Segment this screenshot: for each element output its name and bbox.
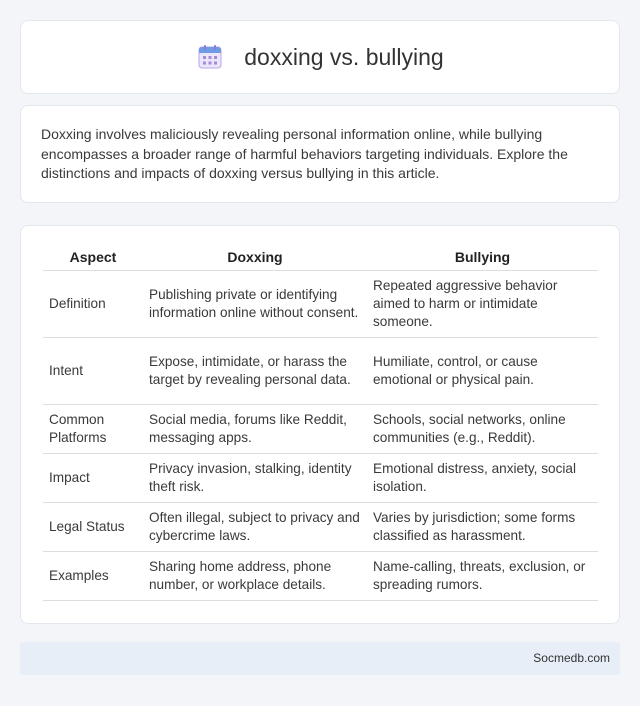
comparison-table bbox=[43, 244, 598, 601]
row-doxxing: Privacy invasion, stalking, identity theft risk. bbox=[143, 453, 367, 502]
table-row bbox=[43, 502, 598, 551]
intro-text: Doxxing involves maliciously revealing personal information online, while bullying encompasses a broader range of harmful behaviors targeting individuals. Explore the distinctions and impacts of doxxing versus bullying in this article. bbox=[41, 126, 568, 181]
table-row bbox=[43, 551, 598, 600]
row-bullying: Schools, social networks, online communities (e.g., Reddit). bbox=[367, 404, 598, 453]
intro-card bbox=[20, 105, 620, 203]
footer-site-link[interactable]: Socmedb.com bbox=[533, 651, 610, 665]
comparison-table-card bbox=[20, 225, 620, 624]
row-aspect: Examples bbox=[43, 551, 143, 600]
row-bullying: Name-calling, threats, exclusion, or spreading rumors. bbox=[367, 551, 598, 600]
title-card bbox=[20, 20, 620, 94]
row-aspect: Intent bbox=[43, 337, 143, 404]
row-aspect: Impact bbox=[43, 453, 143, 502]
row-bullying: Varies by jurisdiction; some forms classified as harassment. bbox=[367, 502, 598, 551]
row-aspect: Legal Status bbox=[43, 502, 143, 551]
row-doxxing: Often illegal, subject to privacy and cybercrime laws. bbox=[143, 502, 367, 551]
row-aspect: Definition bbox=[43, 270, 143, 337]
calendar-icon bbox=[196, 43, 224, 71]
row-doxxing: Publishing private or identifying information online without consent. bbox=[143, 270, 367, 337]
page-title: doxxing vs. bullying bbox=[244, 43, 444, 70]
row-bullying: Humiliate, control, or cause emotional or physical pain. bbox=[367, 337, 598, 404]
table-row bbox=[43, 453, 598, 502]
table-header-row bbox=[43, 244, 598, 270]
column-header-aspect: Aspect bbox=[43, 244, 143, 270]
row-doxxing: Social media, forums like Reddit, messaging apps. bbox=[143, 404, 367, 453]
table-row bbox=[43, 270, 598, 337]
column-header-doxxing: Doxxing bbox=[143, 244, 367, 270]
row-doxxing: Sharing home address, phone number, or workplace details. bbox=[143, 551, 367, 600]
row-aspect: Common Platforms bbox=[43, 404, 143, 453]
row-bullying: Emotional distress, anxiety, social isolation. bbox=[367, 453, 598, 502]
table-row bbox=[43, 404, 598, 453]
table-row bbox=[43, 337, 598, 404]
row-doxxing: Expose, intimidate, or harass the target by revealing personal data. bbox=[143, 337, 367, 404]
row-bullying: Repeated aggressive behavior aimed to harm or intimidate someone. bbox=[367, 270, 598, 337]
footer bbox=[20, 642, 620, 675]
column-header-bullying: Bullying bbox=[367, 244, 598, 270]
